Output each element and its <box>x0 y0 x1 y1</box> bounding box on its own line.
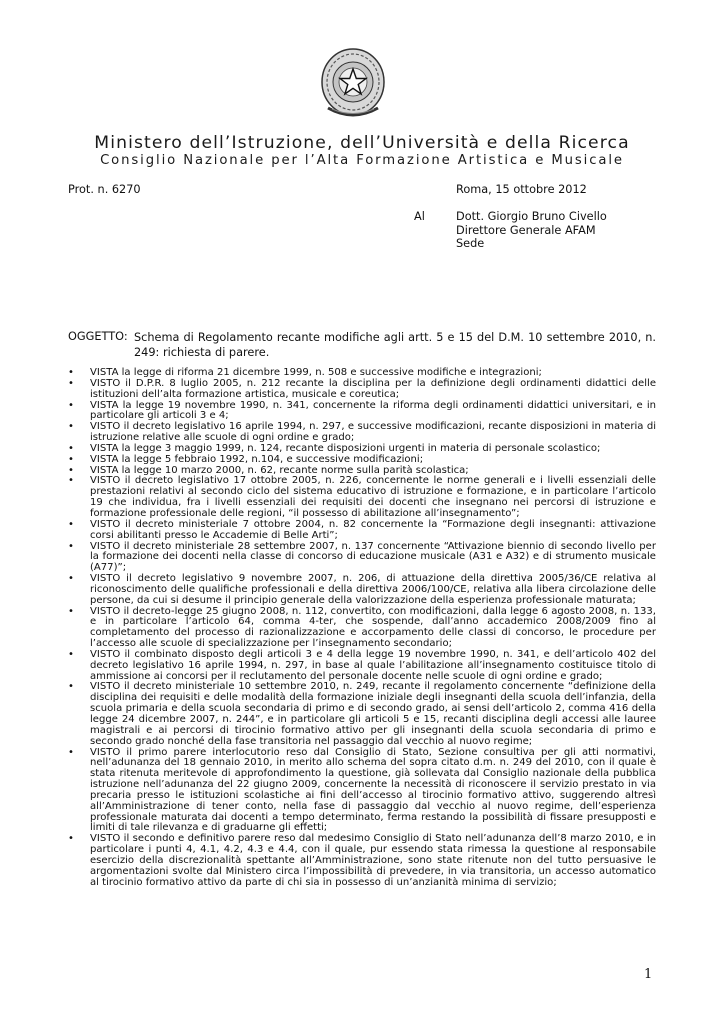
recipient-label: Al <box>414 210 425 223</box>
bullet-icon: • <box>68 367 74 378</box>
list-item <box>68 422 656 444</box>
ministry-title: Ministero dell’Istruzione, dell’Università e della Ricerca <box>94 133 630 153</box>
list-item-text: VISTO il decreto legislativo 16 aprile 1994, n. 297, e successive modificazioni, recante disposizioni in materia di istruzione relative alle scuole di ogni ordine e grado; <box>90 421 656 444</box>
council-subtitle: Consiglio Nazionale per l’Alta Formazione Artistica e Musicale <box>100 153 624 168</box>
recipient-name: Dott. Giorgio Bruno Civello <box>456 210 607 223</box>
bullet-icon: • <box>68 605 74 617</box>
list-item-text: VISTA la legge 3 maggio 1999, n. 124, recante disposizioni urgenti in materia di personale scolastico; <box>90 442 601 454</box>
list-item <box>68 748 656 835</box>
italian-republic-emblem-icon <box>318 46 388 122</box>
page-number: 1 <box>644 967 653 982</box>
bullet-icon: • <box>68 518 74 530</box>
list-item-text: VISTA la legge 19 novembre 1990, n. 341, concernente la riforma degli ordinamenti didattici universitari, e in particolare gli articoli 3 e 4; <box>90 399 656 422</box>
list-item-text: VISTO il D.P.R. 8 luglio 2005, n. 212 recante la disciplina per la definizione degli ordinamenti didattici delle istituzioni dell’alta formazione artistica, musicale e coreutica; <box>90 377 656 400</box>
list-item-text: VISTO il decreto-legge 25 giugno 2008, n. 112, convertito, con modificazioni, dalla legge 6 agosto 2008, n. 133, e in particolare l’articolo 64, comma 4-ter, che sospende, dall’anno accademico 2008/2009 fino al completamento del processo di razionalizzazione e accorpamento delle classi di concorso, le procedure per l’accesso alle scuole di specializzazione per l’insegnamento secondario; <box>90 605 656 650</box>
list-item <box>68 682 656 747</box>
bullet-icon: • <box>68 475 74 487</box>
bullet-icon: • <box>68 573 74 585</box>
list-item-text: VISTO il decreto legislativo 9 novembre 2007, n. 206, di attuazione della direttiva 2005/36/CE relativa al riconoscimento delle qualifiche professionali e della direttiva 2006/100/CE, relativa alla libera circolazione delle persone, da cui si desume il principio generale della valorizzazione della esperienza professionale maturata; <box>90 573 656 606</box>
bullet-icon: • <box>68 421 74 433</box>
protocol-number: Prot. n. 6270 <box>68 183 141 196</box>
list-item <box>68 650 656 683</box>
list-item <box>68 476 656 519</box>
bullet-icon: • <box>68 681 74 693</box>
list-item-text: VISTO il decreto legislativo 17 ottobre 2005, n. 226, concernente le norme generali e i livelli essenziali delle prestazioni relativi al secondo ciclo del sistema educativo di istruzione e formazione, e in particolare l’articolo 19 che individua, fra i livelli essenziali dei requisiti dei docenti che insegnano nei percorsi di istruzione e formazione professionale delle regioni, “il possesso di abilitazione all’insegnamento”; <box>90 475 656 519</box>
document-date: Roma, 15 ottobre 2012 <box>456 183 587 196</box>
list-item-text: VISTO il decreto ministeriale 10 settembre 2010, n. 249, recante il regolamento concernente “definizione della disciplina dei requisiti e delle modalità della formazione iniziale degli insegnanti della scuola dell’infanzia, della scuola primaria e della scuola secondaria di primo e di secondo grado, ai sensi dell’articolo 2, comma 416 della legge 24 dicembre 2007, n. 244”, e in particolare gli articoli 5 e 15, recanti disciplina degli accessi alle lauree magistrali e ai percorsi di tirocinio formativo attivo per gli insegnanti della scuola secondaria di primo e secondo grado nonché della fase transitoria nel passaggio dal vecchio al nuovo regime; <box>90 681 656 747</box>
list-item <box>68 379 656 401</box>
recipient-location: Sede <box>456 237 485 250</box>
bullet-icon: • <box>68 540 74 552</box>
list-item <box>68 607 656 650</box>
list-item <box>68 542 656 575</box>
list-item-text: VISTA la legge 5 febbraio 1992, n.104, e successive modificazioni; <box>90 453 424 465</box>
subject-label: OGGETTO: <box>68 330 128 343</box>
list-item-text: VISTA la legge 10 marzo 2000, n. 62, recante norme sulla parità scolastica; <box>90 464 469 476</box>
list-item-text: VISTO il decreto ministeriale 7 ottobre 2004, n. 82 concernente la “Formazione degli insegnanti: attivazione corsi abilitanti presso le Accademie di Belle Arti”; <box>90 518 656 541</box>
subject-text: Schema di Regolamento recante modifiche agli artt. 5 e 15 del D.M. 10 settembre 2010, n. 249: richiesta di parere. <box>134 331 656 359</box>
bullet-icon: • <box>68 399 74 411</box>
list-item <box>68 401 656 423</box>
bullet-icon: • <box>68 377 74 389</box>
list-item <box>68 574 656 607</box>
list-item-text: VISTO il decreto ministeriale 28 settembre 2007, n. 137 concernente “Attivazione biennio di secondo livello per la formazione dei docenti nella classe di concorso di educazione musicale (A31 e A32) e di strumento musicale (A77)”; <box>90 540 656 574</box>
bullet-icon: • <box>68 746 74 758</box>
considerations-list <box>68 368 656 889</box>
list-item-text: VISTO il combinato disposto degli articoli 3 e 4 della legge 19 novembre 1990, n. 341, e dell’articolo 402 del decreto legislativo 16 aprile 1994, n. 297, in base al quale l’abilitazione all’insegnamento costituisce titolo di ammissione ai concorsi per il reclutamento del personale docente nelle scuole di ogni ordine e grado; <box>90 648 656 682</box>
list-item-text: VISTO il primo parere interlocutorio reso dal Consiglio di Stato, Sezione consultiva per gli atti normativi, nell’adunanza del 18 gennaio 2010, in merito allo schema del sopra citato d.m. n. 249 del 2010, con il quale è stata ritenuta meritevole di approfondimento la questione, già sollevata dal Consiglio nazionale della pubblica istruzione nell’adunanza del 22 giugno 2009, concernente la necessità di riconoscere il servizio prestato in via precaria presso le istituzioni scolastiche ai fini dell’accesso al tirocinio formativo attivo, suggerendo altresì all’Amministrazione di tener conto, nella fase di passaggio dal vecchio al nuovo regime, dell’esperienza professionale maturata dai docenti a tempo determinato, ferma restando la possibilità di fissare presupposti e limiti di tale rilevanza e di graduarne gli effetti; <box>90 746 656 834</box>
bullet-icon: • <box>68 453 74 465</box>
bullet-icon: • <box>68 442 74 454</box>
bullet-icon: • <box>68 648 74 660</box>
list-item-text: VISTO il secondo e definitivo parere reso dal medesimo Consiglio di Stato nell’adunanza dell’8 marzo 2010, e in particolare i punti 4, 4.1, 4.2, 4.3 e 4.4, con il quale, pur essendo stata rimessa la questione al responsabile esercizio della discrezionalità spettante all’Amministrazione, sono state ritenute non del tutto persuasive le argomentazioni svolte dal Ministero circa l’impossibilità di prevedere, in via transitoria, un accesso automatico al tirocinio formativo attivo da parte di chi sia in possesso di un’anzianità minima di servizio; <box>90 833 656 888</box>
recipient-role: Direttore Generale AFAM <box>456 223 596 237</box>
bullet-icon: • <box>68 464 74 476</box>
list-item-text: VISTA la legge di riforma 21 dicembre 1999, n. 508 e successive modifiche e integrazioni; <box>90 367 542 378</box>
list-item <box>68 834 656 888</box>
recipient-address <box>456 210 607 251</box>
bullet-icon: • <box>68 833 74 845</box>
list-item <box>68 520 656 542</box>
